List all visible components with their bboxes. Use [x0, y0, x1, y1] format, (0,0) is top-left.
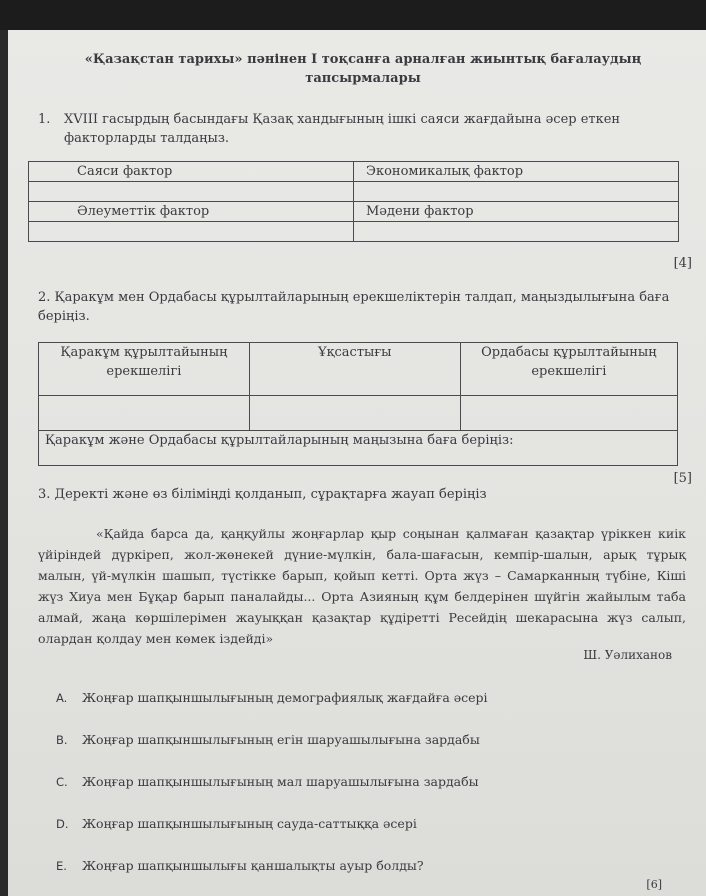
option-b-text: Жоңғар шапқыншылығының егін шаруашылығына зардабы: [82, 732, 480, 747]
option-e: [56, 858, 424, 873]
cultural-factor-answer-cell[interactable]: [354, 222, 679, 242]
question-3-text: 3. Деректі және өз біліміңді қолданып, сұрақтарға жауап беріңіз: [38, 487, 487, 502]
title-line-2: тапсырмалары: [305, 71, 421, 86]
option-a-letter: A.: [56, 691, 68, 705]
option-d: [56, 816, 417, 831]
cultural-factor-header: Мәдени фактор: [354, 202, 679, 222]
option-d-letter: D.: [56, 817, 69, 831]
option-b-letter: B.: [56, 733, 68, 747]
karakum-header-line-1: Қаракұм құрылтайының: [60, 345, 228, 360]
option-b: [56, 732, 480, 747]
question-1: [38, 110, 678, 148]
political-factor-answer-cell[interactable]: [29, 182, 354, 202]
question-1-text-line-1: XVIII гасырдың басындағы Қазақ хандығының ішкі саяси жағдайына әсер еткен: [64, 112, 621, 127]
karakum-answer-cell[interactable]: [39, 396, 250, 431]
question-1-number: 1.: [38, 112, 51, 127]
title-line-1: «Қазақстан тарихы» пәнінен І тоқсанға арналған жиынтық бағалаудың: [84, 52, 642, 67]
quote-author: Ш. Уәлиханов: [583, 648, 672, 662]
economic-factor-header: Экономикалық фактор: [354, 162, 679, 182]
kurultai-table: [38, 342, 678, 466]
option-a-text: Жоңғар шапқыншылығының демографиялық жағдайға әсері: [82, 690, 488, 705]
ordabasy-answer-cell[interactable]: [460, 396, 677, 431]
option-d-text: Жоңғар шапқыншылығының сауда-саттыққа әсері: [82, 816, 417, 831]
question-1-text-line-2: факторларды талдаңыз.: [64, 131, 230, 146]
option-e-text: Жоңғар шапқыншылығы қаншалықты ауыр болды?: [82, 858, 424, 873]
option-c-letter: C.: [56, 775, 68, 789]
factors-table: [28, 161, 679, 242]
question-2-text-line-2: беріңіз.: [38, 309, 90, 324]
page-title: [68, 50, 658, 88]
political-factor-header: Саяси фактор: [29, 162, 354, 182]
economic-factor-answer-cell[interactable]: [354, 182, 679, 202]
ordabasy-header: [460, 343, 677, 396]
question-2-marks: [5]: [673, 471, 692, 486]
source-quote: «Қайда барса да, қаңқуйлы жоңғарлар қыр соңынан қалмаған қазақтар үріккен киік үйіріндей дүркіреп, жол-жөнекей дүние-мүлкін, бала-шағасын, кемпір-шалын, арық тұрық малын, үй-мүлкін шашып, түстікке барып, қойып кетті. Орта жүз – Самарканның түбіне, Кіші жүз Хиуа мен Бұқар барып паналайды... Орта Азияның құм белдерінен шүйгін жайылым таба алмай, жаңа көршілерімен жауыққан қазақтар құдіретті Ресейдің шекарасына жүз салып, олардан қолдау мен көмек іздейді»: [38, 526, 686, 646]
option-a: [56, 690, 488, 705]
option-c-text: Жоңғар шапқыншылығының мал шаруашылығына зардабы: [82, 774, 479, 789]
question-2: [38, 288, 678, 326]
question-2-text-line-1: 2. Қаракұм мен Ордабасы құрылтайларының ерекшеліктерін талдап, маңыздылығына баға: [38, 290, 670, 305]
worksheet-page: [8, 30, 706, 896]
karakum-header: [39, 343, 250, 396]
similarity-answer-cell[interactable]: [249, 396, 460, 431]
ordabasy-header-line-2: ерекшелігі: [531, 364, 607, 379]
question-1-marks: [4]: [673, 256, 692, 271]
significance-row[interactable]: Қаракұм және Ордабасы құрылтайларының маңызына баға беріңіз:: [39, 431, 678, 466]
social-factor-answer-cell[interactable]: [29, 222, 354, 242]
question-3-marks: [6]: [646, 878, 662, 891]
karakum-header-line-2: ерекшелігі: [106, 364, 182, 379]
screen-top-bar: [0, 0, 706, 30]
option-e-letter: E.: [56, 859, 67, 873]
ordabasy-header-line-1: Ордабасы құрылтайының: [481, 345, 657, 360]
social-factor-header: Әлеуметтік фактор: [29, 202, 354, 222]
option-c: [56, 774, 479, 789]
similarity-header: Ұқсастығы: [249, 343, 460, 396]
